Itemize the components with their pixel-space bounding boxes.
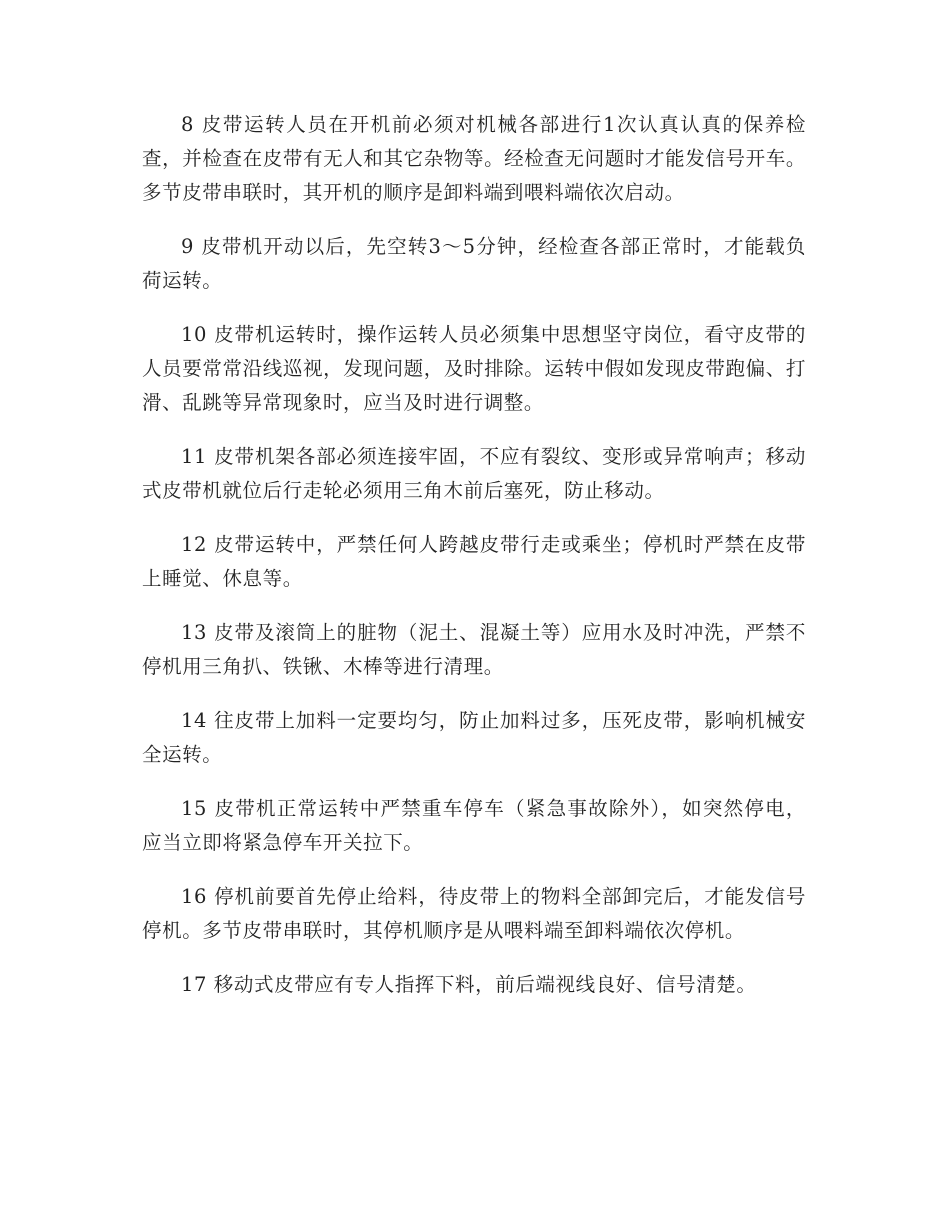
paragraph-rule-16: 16 停机前要首先停止给料，待皮带上的物料全部卸完后，才能发信号停机。多节皮带串联时，其停机顺序是从喂料端至卸料端依次停机。 xyxy=(142,885,806,942)
document-body xyxy=(142,108,806,1022)
paragraph-rule-9: 9 皮带机开动以后，先空转3～5分钟，经检查各部正常时，才能载负荷运转。 xyxy=(142,235,806,292)
paragraph-rule-13: 13 皮带及滚筒上的脏物（泥土、混凝土等）应用水及时冲洗，严禁不停机用三角扒、铁锹、木棒等进行清理。 xyxy=(142,621,806,678)
paragraph-rule-14: 14 往皮带上加料一定要均匀，防止加料过多，压死皮带，影响机械安全运转。 xyxy=(142,709,806,766)
paragraph-rule-15: 15 皮带机正常运转中严禁重车停车（紧急事故除外），如突然停电，应当立即将紧急停车开关拉下。 xyxy=(142,797,806,854)
paragraph-rule-12: 12 皮带运转中，严禁任何人跨越皮带行走或乘坐；停机时严禁在皮带上睡觉、休息等。 xyxy=(142,533,806,590)
paragraph-rule-8: 8 皮带运转人员在开机前必须对机械各部进行1次认真认真的保养检查，并检查在皮带有无人和其它杂物等。经检查无问题时才能发信号开车。多节皮带串联时，其开机的顺序是卸料端到喂料端依次启动。 xyxy=(142,113,806,204)
paragraph-rule-17: 17 移动式皮带应有专人指挥下料，前后端视线良好、信号清楚。 xyxy=(181,973,757,996)
paragraph-rule-11: 11 皮带机架各部必须连接牢固，不应有裂纹、变形或异常响声；移动式皮带机就位后行走轮必须用三角木前后塞死，防止移动。 xyxy=(142,445,806,502)
paragraph-rule-10: 10 皮带机运转时，操作运转人员必须集中思想坚守岗位，看守皮带的人员要常常沿线巡视，发现问题，及时排除。运转中假如发现皮带跑偏、打滑、乱跳等异常现象时，应当及时进行调整。 xyxy=(142,323,806,414)
